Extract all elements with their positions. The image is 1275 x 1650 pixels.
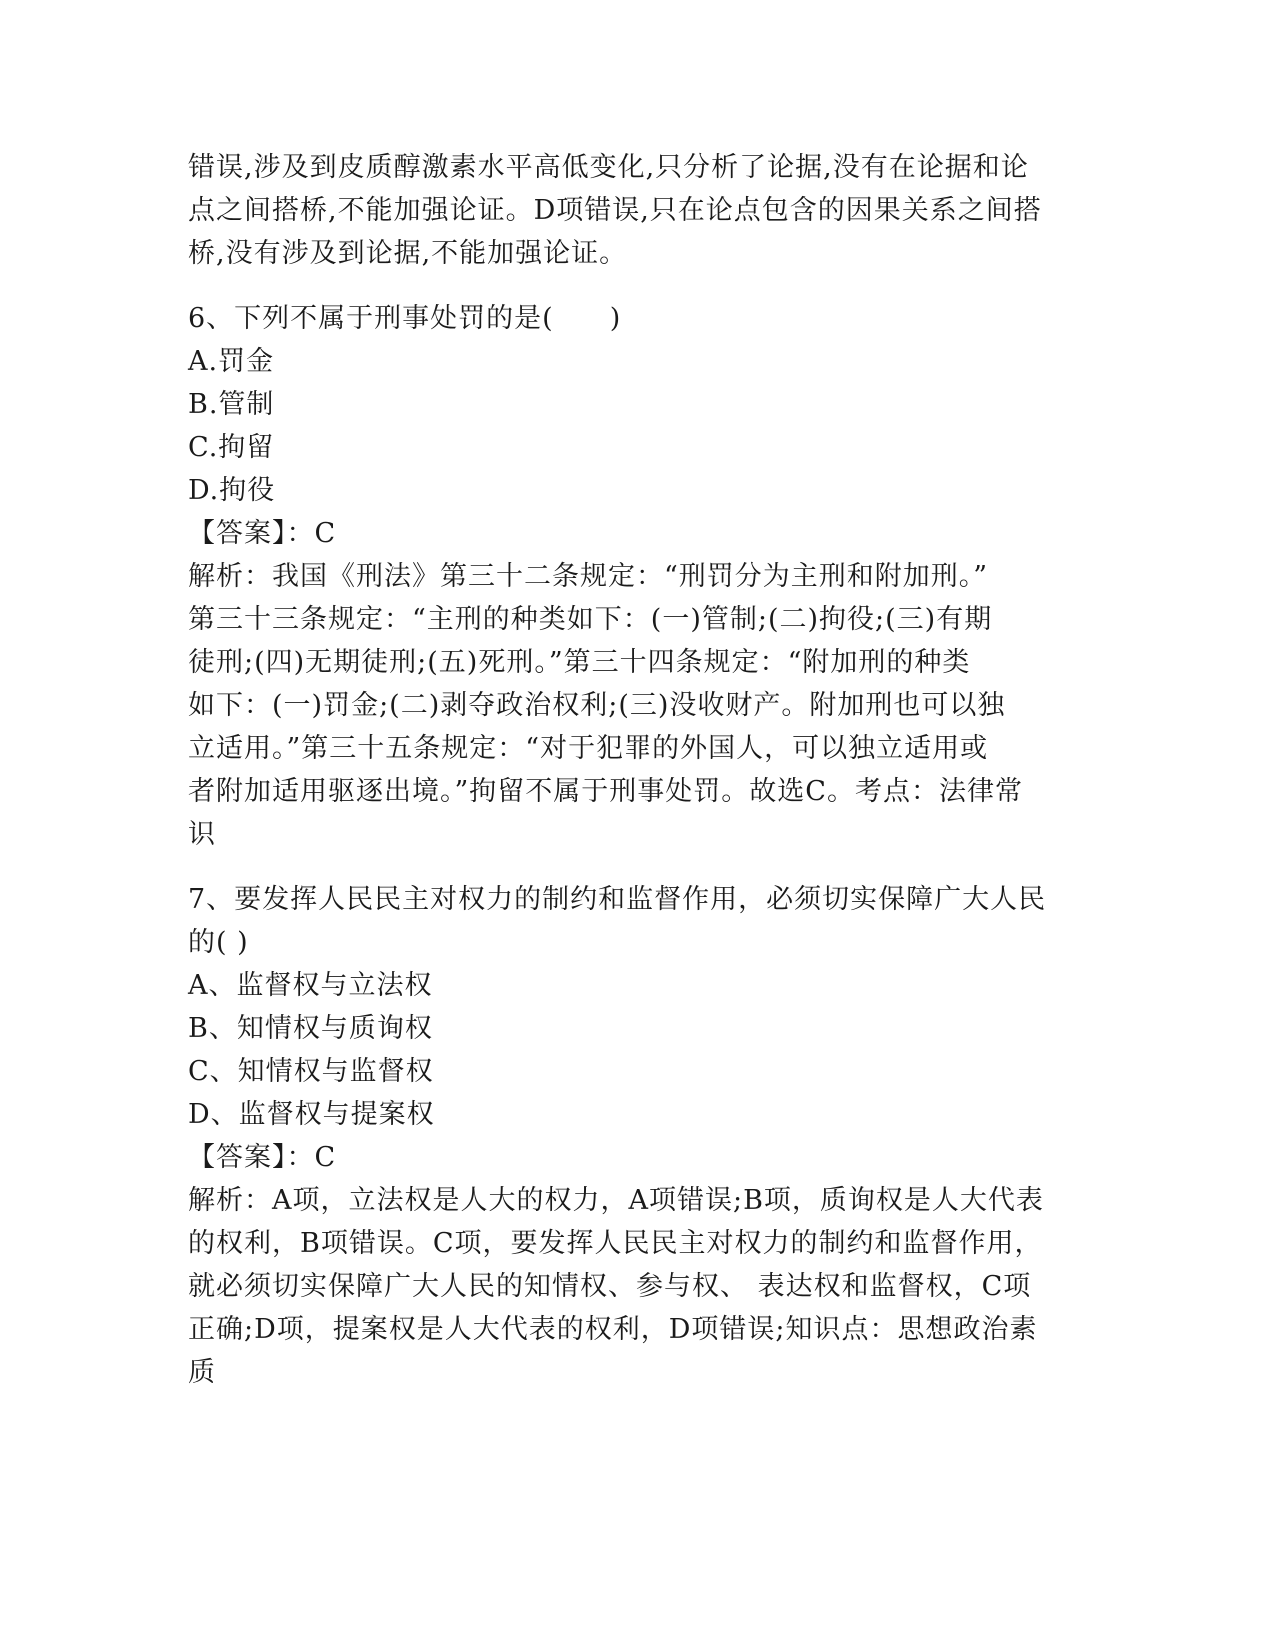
option-c: C.拘留 (188, 432, 275, 463)
explanation-line: 解析：A项，立法权是人大的权力，A项错误;B项，质询权是人大代表 (188, 1185, 1044, 1216)
question-7 (188, 878, 1088, 1394)
question-text: 的( ) (188, 927, 249, 958)
answer-label: 【答案】：C (188, 518, 337, 549)
option-b: B、知情权与质询权 (188, 1013, 433, 1044)
option-b: B.管制 (188, 389, 275, 420)
option-d: D、监督权与提案权 (188, 1099, 435, 1130)
explanation-line: 第三十三条规定：“主刑的种类如下：(一)管制;(二)拘役;(三)有期 (188, 604, 993, 635)
option-d: D.拘役 (188, 475, 276, 506)
explanation-line: 点之间搭桥,不能加强论证。D项错误,只在论点包含的因果关系之间搭 (188, 195, 1042, 226)
explanation-line: 正确;D项，提案权是人大代表的权利，D项错误;知识点：思想政治素 (188, 1314, 1038, 1345)
explanation-line: 解析：我国《刑法》第三十二条规定：“刑罚分为主刑和附加刑。” (188, 561, 989, 592)
question-text: 6、下列不属于刑事处罚的是( ) (188, 303, 622, 334)
explanation-line: 桥,没有涉及到论据,不能加强论证。 (188, 238, 628, 269)
explanation-line: 的权利，B项错误。C项，要发挥人民民主对权力的制约和监督作用， (188, 1228, 1043, 1259)
explanation-line: 如下：(一)罚金;(二)剥夺政治权利;(三)没收财产。附加刑也可以独 (188, 690, 1006, 721)
option-a: A.罚金 (188, 346, 275, 377)
option-a: A、监督权与立法权 (188, 970, 433, 1001)
explanation-line: 徒刑;(四)无期徒刑;(五)死刑。”第三十四条规定：“附加刑的种类 (188, 647, 971, 678)
question-text: 7、要发挥人民民主对权力的制约和监督作用，必须切实保障广大人民 (188, 884, 1047, 915)
explanation-line: 就必须切实保障广大人民的知情权、参与权、 表达权和监督权，C项 (188, 1271, 1032, 1302)
answer-label: 【答案】：C (188, 1142, 337, 1173)
previous-explanation (188, 146, 1088, 275)
explanation-line: 识 (188, 819, 216, 850)
question-6 (188, 297, 1088, 856)
explanation-line: 者附加适用驱逐出境。”拘留不属于刑事处罚。故选C。考点：法律常 (188, 776, 1023, 807)
explanation-line: 质 (188, 1357, 216, 1388)
explanation-line: 立适用。”第三十五条规定：“对于犯罪的外国人，可以独立适用或 (188, 733, 989, 764)
document-page (188, 146, 1088, 1394)
option-c: C、知情权与监督权 (188, 1056, 434, 1087)
explanation-line: 错误,涉及到皮质醇激素水平高低变化,只分析了论据,没有在论据和论 (188, 152, 1029, 183)
